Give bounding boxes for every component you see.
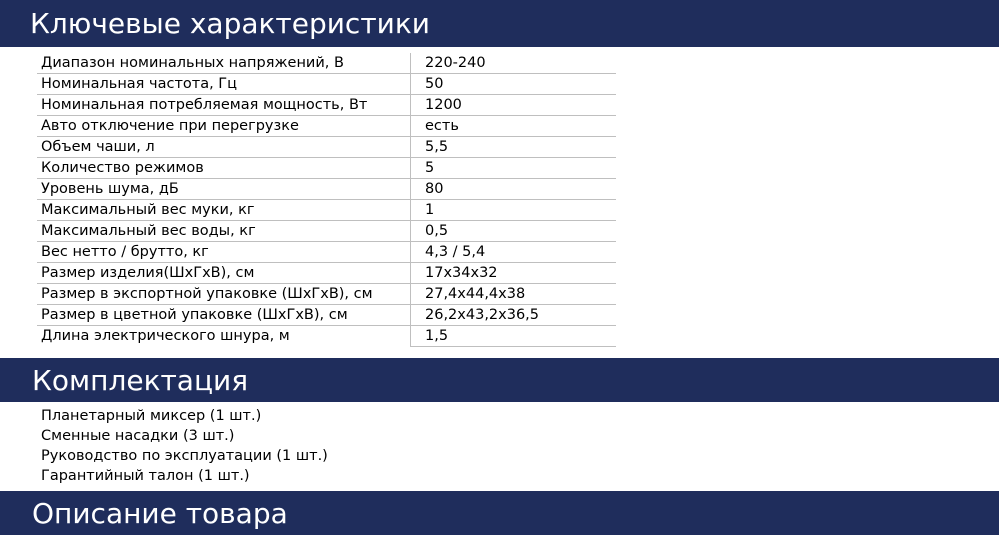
kit-title: Комплектация — [32, 363, 249, 397]
spec-label: Вес нетто / брутто, кг — [37, 242, 411, 263]
spec-row — [37, 284, 616, 305]
key-specs-header — [0, 0, 999, 47]
spec-label: Уровень шума, дБ — [37, 179, 411, 200]
spec-value: 4,3 / 5,4 — [411, 242, 617, 263]
spec-row — [37, 74, 616, 95]
spec-label: Диапазон номинальных напряжений, В — [37, 53, 411, 74]
spec-value: 1 — [411, 200, 617, 221]
spec-label: Длина электрического шнура, м — [37, 326, 411, 347]
spec-label: Размер в экспортной упаковке (ШхГхВ), см — [37, 284, 411, 305]
spec-label: Авто отключение при перегрузке — [37, 116, 411, 137]
spec-row — [37, 116, 616, 137]
specs-table — [37, 53, 616, 347]
kit-header — [0, 358, 999, 402]
spec-value: 1200 — [411, 95, 617, 116]
description-header — [0, 491, 999, 535]
spec-label: Количество режимов — [37, 158, 411, 179]
spec-row — [37, 305, 616, 326]
spec-row — [37, 158, 616, 179]
spec-value: 80 — [411, 179, 617, 200]
spec-value: 50 — [411, 74, 617, 95]
description-title: Описание товара — [32, 496, 288, 530]
spec-value: 220-240 — [411, 53, 617, 74]
spec-value: 0,5 — [411, 221, 617, 242]
spec-row — [37, 263, 616, 284]
kit-item: Сменные насадки (3 шт.) — [41, 428, 235, 444]
spec-label: Объем чаши, л — [37, 137, 411, 158]
spec-row — [37, 95, 616, 116]
kit-item: Гарантийный талон (1 шт.) — [41, 468, 250, 484]
spec-row — [37, 179, 616, 200]
spec-value: 17x34x32 — [411, 263, 617, 284]
spec-row — [37, 242, 616, 263]
kit-item: Планетарный миксер (1 шт.) — [41, 408, 262, 424]
spec-label: Максимальный вес муки, кг — [37, 200, 411, 221]
spec-row — [37, 53, 616, 74]
spec-value: 5 — [411, 158, 617, 179]
spec-row — [37, 137, 616, 158]
spec-value: есть — [411, 116, 617, 137]
kit-item: Руководство по эксплуатации (1 шт.) — [41, 448, 328, 464]
spec-value: 27,4x44,4x38 — [411, 284, 617, 305]
spec-value: 26,2x43,2x36,5 — [411, 305, 617, 326]
spec-label: Размер в цветной упаковке (ШхГхВ), см — [37, 305, 411, 326]
spec-label: Максимальный вес воды, кг — [37, 221, 411, 242]
spec-value: 1,5 — [411, 326, 617, 347]
spec-row — [37, 200, 616, 221]
kit-list — [41, 406, 328, 486]
spec-label: Номинальная потребляемая мощность, Вт — [37, 95, 411, 116]
spec-row — [37, 221, 616, 242]
spec-label: Номинальная частота, Гц — [37, 74, 411, 95]
spec-label: Размер изделия(ШхГхВ), см — [37, 263, 411, 284]
spec-row — [37, 326, 616, 347]
key-specs-title: Ключевые характеристики — [30, 7, 430, 40]
spec-value: 5,5 — [411, 137, 617, 158]
